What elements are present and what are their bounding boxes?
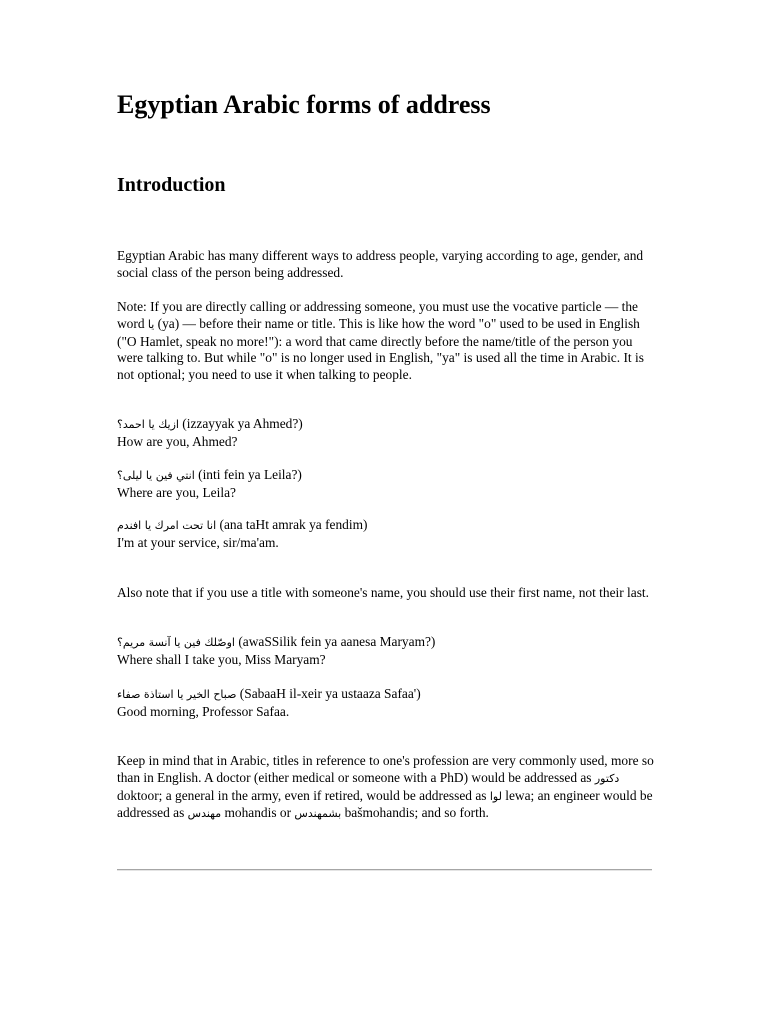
- section-heading-introduction: Introduction: [117, 174, 226, 196]
- doctor-arabic-word: دكتور: [594, 771, 620, 785]
- example-transliteration: (inti fein ya Leila?): [194, 467, 302, 482]
- example-inti-fein: [117, 467, 657, 502]
- first-name-note-paragraph: Also note that if you use a title with someone's name, you should use their first name, not their last.: [117, 585, 649, 600]
- example-translation: How are you, Ahmed?: [117, 433, 238, 449]
- profession-text-part-5: bašmohandis; and so forth.: [341, 805, 489, 821]
- profession-text-part-4: mohandis or: [221, 805, 295, 821]
- example-translation: I'm at your service, sir/ma'am.: [117, 534, 279, 550]
- bashmohandis-arabic-word: بشمهندس: [294, 807, 342, 821]
- example-arabic: انتي فين يا ليلى؟: [117, 469, 195, 482]
- example-transliteration: (izzayyak ya Ahmed?): [178, 416, 303, 431]
- example-transliteration: (awaSSilik fein ya aanesa Maryam?): [234, 634, 436, 649]
- horizontal-divider: [117, 869, 652, 871]
- example-transliteration: (SabaaH il-xeir ya ustaaza Safaa'): [236, 686, 421, 701]
- example-sabaah-il-xeir: [117, 686, 657, 721]
- profession-titles-paragraph: [117, 753, 657, 823]
- profession-text-part-3: lewa; an engineer would be addressed as: [117, 787, 653, 821]
- example-awassilik: [117, 634, 657, 669]
- mohandis-arabic-word: مهندس: [187, 807, 222, 821]
- example-ana-taht-amrak: [117, 517, 657, 552]
- example-translation: Where are you, Leila?: [117, 484, 236, 500]
- example-arabic: انا تحت امرك يا افندم: [117, 519, 217, 532]
- profession-text-part-2: doktoor; a general in the army, even if retired, would be addressed as: [117, 787, 490, 803]
- ya-arabic-word: يا: [147, 317, 155, 331]
- example-translation: Good morning, Professor Safaa.: [117, 703, 290, 719]
- example-arabic: ازيك يا احمد؟: [117, 418, 179, 431]
- lewa-arabic-word: لوا: [489, 789, 502, 803]
- example-translation: Where shall I take you, Miss Maryam?: [117, 651, 326, 667]
- note-text-part-1: Note: If you are directly calling or addressing someone, you must use the vocative particle — the word: [117, 299, 638, 331]
- intro-paragraph: Egyptian Arabic has many different ways to address people, varying according to age, gender, and social class of the person being addressed.: [117, 248, 644, 280]
- example-arabic: اوصّلك فين يا آنسة مريم؟: [117, 636, 235, 649]
- example-transliteration: (ana taHt amrak ya fendim): [216, 517, 368, 532]
- example-izzayyak: [117, 416, 657, 451]
- vocative-note-paragraph: [117, 299, 657, 384]
- page-title: Egyptian Arabic forms of address: [117, 90, 491, 119]
- example-arabic: صباح الخير يا استاذة صفاء: [117, 688, 237, 701]
- profession-text-part-1: Keep in mind that in Arabic, titles in reference to one's profession are very commonly used, more so than in English. A doctor (either medical or someone with a PhD) would be addressed as: [117, 753, 654, 785]
- note-text-part-2: (ya) — before their name or title. This is like how the word "o" used to be used in English ("O Hamlet, speak no more!"): a word that came directly before the name/title of the person you were talking to. But while "o" is no longer used in English, "ya" is used all the time in Arabic. It is not optional; you need to use it when talking to people.: [117, 315, 644, 383]
